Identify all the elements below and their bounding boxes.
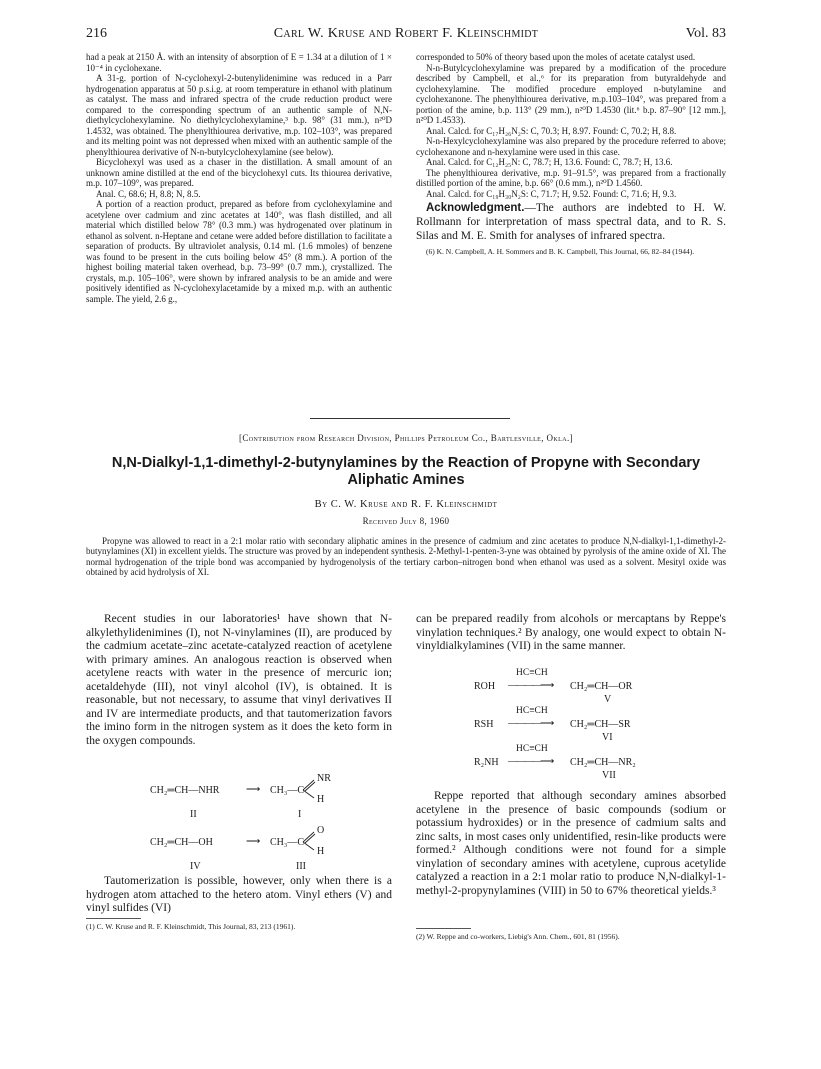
footnote-2: (2) W. Reppe and co-workers, Liebig's Ann. Chem., 601, 81 (1956). bbox=[416, 932, 620, 941]
formula: CH₃—C bbox=[270, 837, 305, 848]
arrow: ⟶ bbox=[246, 784, 261, 795]
vinylation-scheme bbox=[474, 668, 704, 781]
tautomer-scheme bbox=[150, 775, 350, 875]
formula: CH₂═CH—SR bbox=[570, 719, 631, 730]
paragraph: N-n-Hexylcyclohexylamine was also prepared by the procedure referred to above; cyclohexanone and n-hexylamine were used in this case. bbox=[416, 136, 726, 157]
compound-label: I bbox=[298, 809, 302, 820]
formula: NR bbox=[317, 773, 331, 784]
formula: RSH bbox=[474, 719, 494, 730]
section-divider bbox=[310, 418, 510, 419]
contribution-line: [Contribution from Research Division, Phillips Petroleum Co., Bartlesville, Okla.] bbox=[238, 433, 574, 443]
paragraph: N-n-Butylcyclohexylamine was prepared by a modification of the procedure described by Campbell, et al.,⁶ for its preparation from butyraldehyde and cyclohexylamine. The modified procedure employed n-butylamine and cyclohexanone. The phenylthiourea derivative, m.p.103–104°, was prepared from a portion of the amine, b.p. 113° (29 mm.), n²⁰D 1.4530 (lit.⁶ b.p. 87–90° [12 mm.], n²⁰D 1.4533). bbox=[416, 62, 726, 125]
arrow: ⟶ bbox=[246, 836, 261, 847]
received-date: Received July 8, 1960 bbox=[362, 516, 450, 526]
acknowledgment-label: Acknowledgment. bbox=[426, 202, 525, 214]
formula: O bbox=[317, 825, 325, 836]
paragraph: can be prepared readily from alcohols or mercaptans by Reppe's vinylation techniques.² By analogy, one would expect to obtain N-vinyldialkylamines (VII) in the same manner. bbox=[416, 613, 726, 652]
analysis-line: Anal. Calcd. for C₁₉H₃₀N₂S: C, 71.7; H, 9.52. Found: C, 71.6; H, 9.3. bbox=[426, 188, 677, 199]
formula: CH₂═CH—NHR bbox=[150, 785, 220, 796]
reagent: HC≡CH bbox=[516, 706, 548, 716]
paragraph: Tautomerization is possible, however, only when there is a hydrogen atom attached to the hetero atom. Vinyl ethers (V) and vinyl sulfides (VI) bbox=[86, 875, 392, 914]
reagent: HC≡CH bbox=[516, 744, 548, 754]
paragraph: Bicyclohexyl was used as a chaser in the distillation. A small amount of an unknown amine distilled at the end of the bicyclohexyl cuts. Its thiourea derivative, m.p. 107–109°, was prepared. bbox=[86, 157, 392, 188]
body-right-column bbox=[416, 613, 726, 654]
compound-label: IV bbox=[190, 861, 201, 872]
acknowledgment bbox=[416, 201, 726, 243]
top-right-column bbox=[416, 52, 726, 257]
abstract-text: Propyne was allowed to react in a 2:1 molar ratio with secondary aliphatic amines in the presence of cadmium and zinc acetates to produce N,N-dialkyl-1,1-dimethyl-2-butynylamines (XI) in excellent yields. The structure was proved by an independent synthesis. 2-Methyl-1-penten-3-yne was obtained by pyrolysis of the amine oxide of XI. The normal hydrogenation of the triple bond was accompanied by hydrogenolysis of the tertiary carbon–nitrogen bond when ethanol was used as a solvent. Mesityl oxide was obtained by acid hydrolysis of XI. bbox=[86, 536, 726, 577]
compound-label: VI bbox=[602, 732, 613, 743]
analysis-line: Anal. Calcd. for C₁₂H₂₅N: C, 78.7; H, 13.6. Found: C, 78.7; H, 13.6. bbox=[426, 157, 673, 167]
page-header bbox=[86, 26, 726, 46]
footnote-rule bbox=[86, 918, 141, 919]
paragraph: Reppe reported that although secondary amines absorbed acetylene in the presence of basic compounds (sodium or potassium hydroxides) or in the presence of cadmium salts and zinc salts, in most cases only unidentified, resin-like products were formed.² Although conditions were not found for a simple vinylation of secondary amines with acetylene, cuprous acetylide catalyzed a reaction in a 2:1 molar ratio to produce N,N-dialkyl-1-methyl-2-propynylamines (VIII) in 50 to 67% theoretical yields.³ bbox=[416, 790, 726, 897]
bond-lines bbox=[302, 829, 316, 851]
volume-label: Vol. 83 bbox=[685, 26, 726, 41]
paragraph: corresponded to 50% of theory based upon the moles of acetate catalyst used. bbox=[416, 52, 696, 62]
body-left-continued bbox=[86, 875, 392, 916]
arrow: ————⟶ bbox=[508, 718, 553, 729]
formula: ROH bbox=[474, 681, 496, 692]
paragraph: had a peak at 2150 Å. with an intensity of absorption of E = 1.34 at a dilution of 1 × 10⁻⁴ in cyclohexane. bbox=[86, 52, 392, 73]
body-left-column bbox=[86, 613, 392, 748]
bond-lines bbox=[302, 777, 316, 799]
top-left-column bbox=[86, 52, 392, 304]
arrow: ————⟶ bbox=[508, 756, 553, 767]
paragraph: Recent studies in our laboratories¹ have shown that N-alkylethylidenimines (I), not N-vinylamines (II), are produced by the cadmium acetate–zinc acetate-catalyzed reaction of acetylene with primary amines. An analogous reaction is observed when acetylene reacts with water in the presence of mercuric ion; acetaldehyde (III), not vinyl alcohol (IV), is obtained. It is reasonable, but not necessary, to assume that vinyl derivatives II and IV are intermediate products, and that tautomerization favors the imino form in the nitrogen system as it does the keto form in the oxygen compounds. bbox=[86, 613, 392, 747]
footnote-6: (6) K. N. Campbell, A. H. Sommers and B. K. Campbell, This Journal, 66, 82–84 (1944). bbox=[426, 247, 695, 256]
analysis-line: Anal. C, 68.6; H, 8.8; N, 8.5. bbox=[96, 188, 201, 199]
formula: CH₂═CH—OH bbox=[150, 837, 213, 848]
compound-label: II bbox=[190, 809, 197, 820]
footnote-rule bbox=[416, 928, 471, 929]
formula: CH₂═CH—NR₂ bbox=[570, 757, 636, 768]
acknowledgment-text: —The authors are indebted to H. W. Rollmann for interpretation of mass spectral data, and to R. S. Silas and M. E. Smith for analyses of infrared spectra. bbox=[416, 202, 726, 242]
compound-label: III bbox=[296, 861, 306, 872]
paragraph: The phenylthiourea derivative, m.p. 91–91.5°, was prepared from a fractionally distilled portion of the amine, b.p. 66° (0.6 mm.), n²⁰D 1.4560. bbox=[416, 167, 726, 188]
formula: CH₂═CH—OR bbox=[570, 681, 633, 692]
formula: R₂NH bbox=[474, 757, 499, 768]
paragraph: A portion of a reaction product, prepared as before from cyclohexylamine and acetylene over cadmium and zinc acetates at 140°, was flash distilled, and all material which distilled below 78° (0.3 mm.) was hydrogenated over platinum in ethanol as solvent. n-Heptane and cetane were added before distillation to facilitate a separation of products. By ultraviolet analysis, 0.14 ml. (1.6 mmoles) of benzene was found to be present in the cuts boiling below 45° (8 mm.). A portion of the highest boiling material taken overhead, b.p. 73–99° (0.7 mm.), crystallized. The crystals, m.p. 105–106°, were shown by infrared analysis to be an amide and were positively identified as N-cyclohexylacetamide by a mixed m.p. with an authentic sample. The yield, 2.6 g., bbox=[86, 199, 392, 304]
abstract bbox=[86, 536, 726, 577]
formula: CH₃—C bbox=[270, 785, 305, 796]
compound-label: V bbox=[604, 694, 612, 705]
running-title: Carl W. Kruse and Robert F. Kleinschmidt bbox=[273, 26, 539, 41]
formula: H bbox=[317, 846, 325, 857]
body-right-continued bbox=[416, 790, 726, 898]
footnote-1: (1) C. W. Kruse and R. F. Kleinschmidt, This Journal, 83, 213 (1961). bbox=[86, 922, 296, 931]
paragraph: A 31-g. portion of N-cyclohexyl-2-butenylidenimine was reduced in a Parr hydrogenation apparatus at 50 p.s.i.g. at room temperature in ethanol with platinum as catalyst. The mass and infrared spectra of the crude reduction product were compared to the corresponding spectrum of an authentic sample of N,N-diethylcyclohexylamine. No diethylcyclohexylamine,³ b.p. 98° (31 mm.), n²⁰D 1.4532, was obtained. The phenylthiourea derivative, m.p. 102–103°, was prepared and its melting point was not depressed when mixed with an authentic sample of the phenylthiourea derivative of N-n-butylcyclohexylamine (see below). bbox=[86, 73, 392, 157]
page-number: 216 bbox=[86, 26, 107, 41]
compound-label: VII bbox=[602, 770, 616, 781]
reagent: HC≡CH bbox=[516, 668, 548, 678]
byline: By C. W. Kruse and R. F. Kleinschmidt bbox=[314, 499, 498, 510]
analysis-line: Anal. Calcd. for C₁₇H₂₆N₂S: C, 70.3; H, 8.97. Found: C, 70.2; H, 8.8. bbox=[426, 125, 677, 136]
formula: H bbox=[317, 794, 325, 805]
arrow: ————⟶ bbox=[508, 680, 553, 691]
article-title: N,N-Dialkyl-1,1-dimethyl-2-butynylamines by the Reaction of Propyne with Secondary Aliphatic Amines bbox=[111, 455, 701, 488]
